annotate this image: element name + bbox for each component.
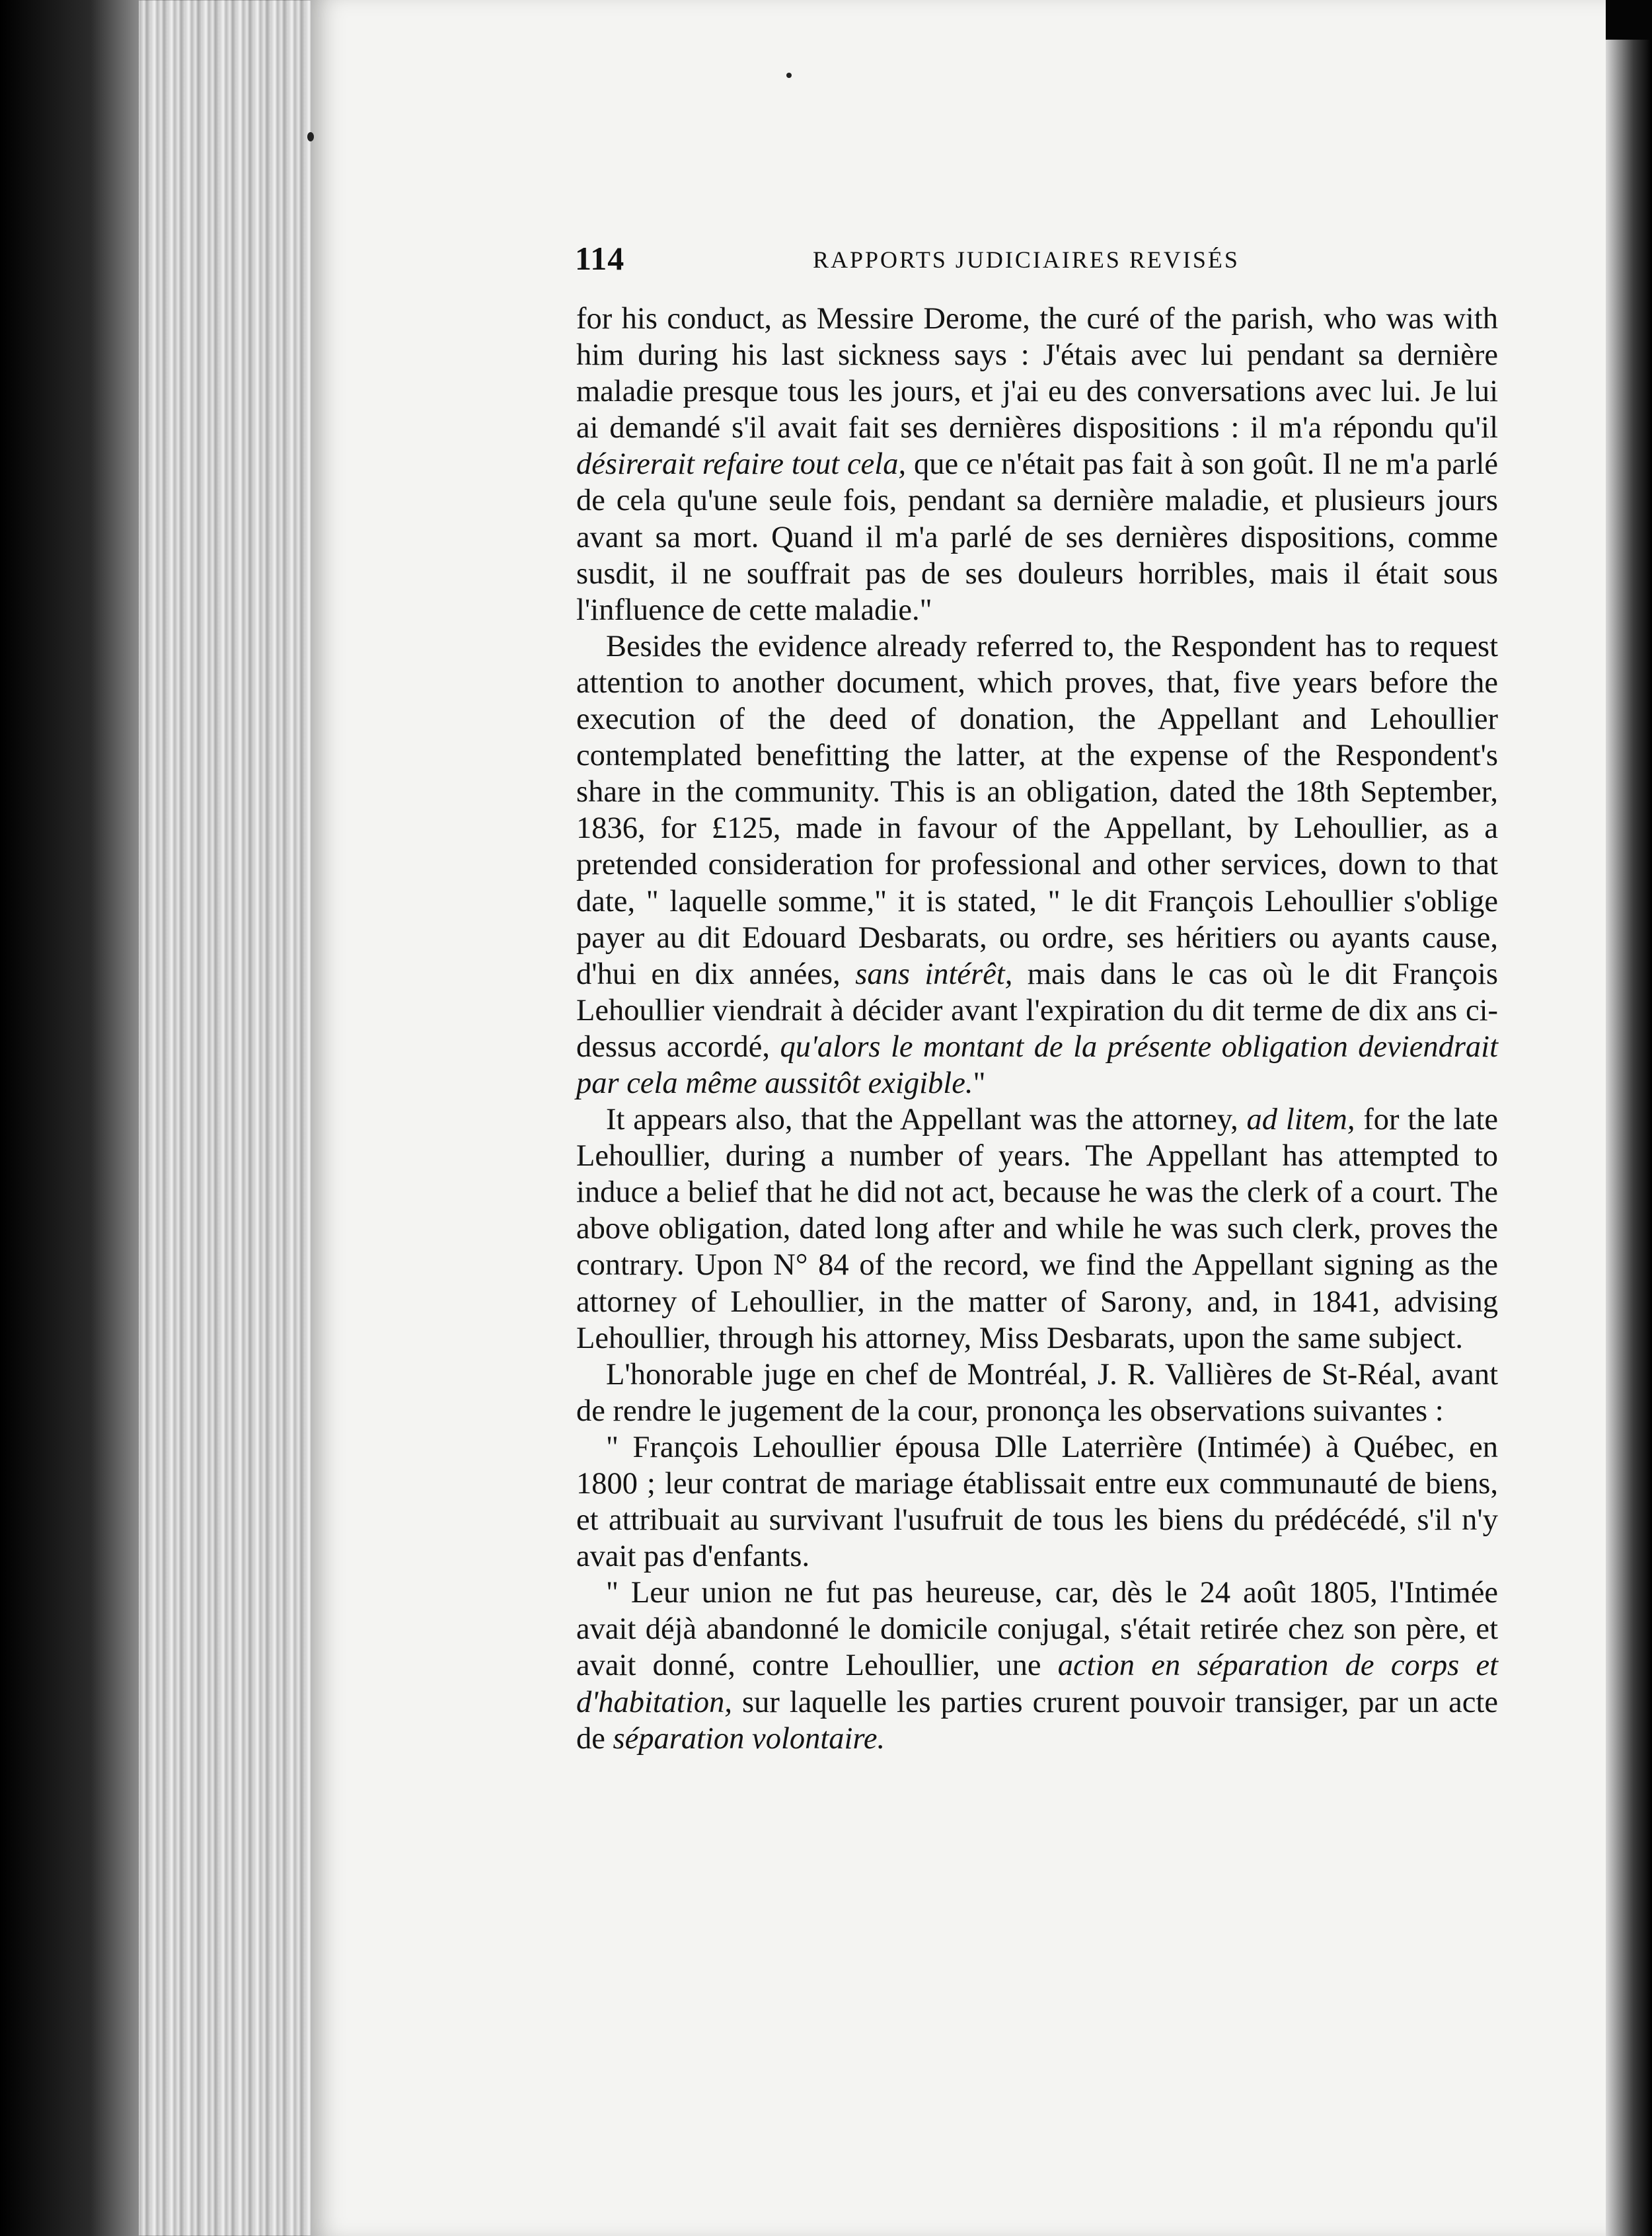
paragraph-3 [576, 1101, 1498, 1357]
paragraph-3-start: It appears also, that the Appellant was the attorney, [606, 1103, 1238, 1137]
paragraph-2-italic-2: qu'alors le montant de la présente obligation deviendrait par cela même aussitôt exigible. [576, 1029, 1499, 1100]
scan-speck [786, 73, 792, 78]
paragraph-2-italic-1: sans intérêt, [855, 957, 1013, 991]
body-text [576, 301, 1498, 1757]
paragraph-6-start: " Leur union ne fut pas heureuse, car, dès le 24 août 1805, l'Intimée avait déjà abandonné le domicile conjugal, s'était retirée chez son père, et avait donné, contre Lehoullier, une [576, 1576, 1498, 1683]
paragraph-5 [576, 1429, 1498, 1575]
paragraph-6-mid: sur laquelle les parties crurent pouvoir transiger, par un acte de [576, 1685, 1498, 1756]
paragraph-3-italic: ad litem, [1246, 1103, 1355, 1137]
book-gutter-shadow [0, 0, 139, 2236]
paragraph-4-text: L'honorable juge en chef de Montréal, J. R. Vallières de St-Réal, avant de rendre le jugement de la cour, prononça les observations suivantes : [576, 1357, 1498, 1428]
paragraph-6 [576, 1575, 1498, 1756]
paragraph-2-text: Besides the evidence already referred to, the Respondent has to request attention to another document, which proves, that, five years before the execution of the deed of donation, the Appellant and Lehoullier contemplated benefitting the latter, at the expense of the Respondent's share in the community. This is an obligation, dated the 18th September, 1836, for £125, made in favour of the Appellant, by Lehoullier, as a pretended consideration for professional and other services, down to that date, " laquelle somme," it is stated, " le dit François Lehoullier s'oblige payer au dit Edouard Desbarats, ou ordre, ses héritiers ou ayants cause, d'hui en dix années, [576, 629, 1498, 991]
paragraph-5-text: " François Lehoullier épousa Dlle Laterrière (Intimée) à Québec, en 1800 ; leur contrat de mariage établissait entre eux communauté de biens, et attribuait au survivant l'usufruit de tous les biens du prédécédé, s'il n'y avait pas d'enfants. [576, 1430, 1498, 1574]
paragraph-2 [576, 628, 1498, 1101]
paragraph-4 [576, 1357, 1498, 1429]
scan-speck [307, 132, 314, 141]
paragraph-6-italic-2: séparation volontaire. [613, 1721, 885, 1756]
paragraph-3-end: for the late Lehoullier, during a number of years. The Appellant has attempted to induce a belief that he did not act, because he was the clerk of a court. The above obligation, dated long after and while he was such clerk, proves the contrary. Upon N° 84 of the record, we find the Appellant signing as the attorney of Lehoullier, in the matter of Sarony, and, in 1841, advising Lehoullier, through his attorney, Miss Desbarats, upon the same subject. [576, 1103, 1499, 1355]
paragraph-6-italic-1: action en séparation de corps et d'habitation, [576, 1649, 1499, 1719]
paragraph-1 [576, 301, 1498, 628]
page-right-edge [1606, 40, 1652, 2236]
paragraph-2-end: " [973, 1066, 986, 1100]
paragraph-1-text: for his conduct, as Messire Derome, the curé of the parish, who was with him during his last sickness says : J'étais avec lui pendant sa dernière maladie presque tous les jours, et j'ai eu des conversations avec lui. Je lui ai demandé s'il avait fait ses dernières dispositions : il m'a répondu qu'il [576, 302, 1498, 445]
page-number: 114 [575, 240, 625, 277]
paragraph-2-mid: mais dans le cas où le dit François Lehoullier viendrait à décider avant l'expiration du dit terme de dix ans ci-dessus accordé, [576, 957, 1499, 1064]
page-header [575, 239, 1487, 285]
running-head: RAPPORTS JUDICIAIRES REVISÉS [813, 246, 1240, 273]
paragraph-1-end: que ce n'était pas fait à son goût. Il ne m'a parlé de cela qu'une seule fois, pendant sa dernière maladie, et plusieurs jours avant sa mort. Quand il m'a parlé de ses dernières dispositions, comme susdit, il ne souffrait pas de ses douleurs horribles, mais il était sous l'influence de cette maladie." [576, 447, 1499, 627]
paragraph-1-italic: désirerait refaire tout cela, [576, 447, 907, 482]
